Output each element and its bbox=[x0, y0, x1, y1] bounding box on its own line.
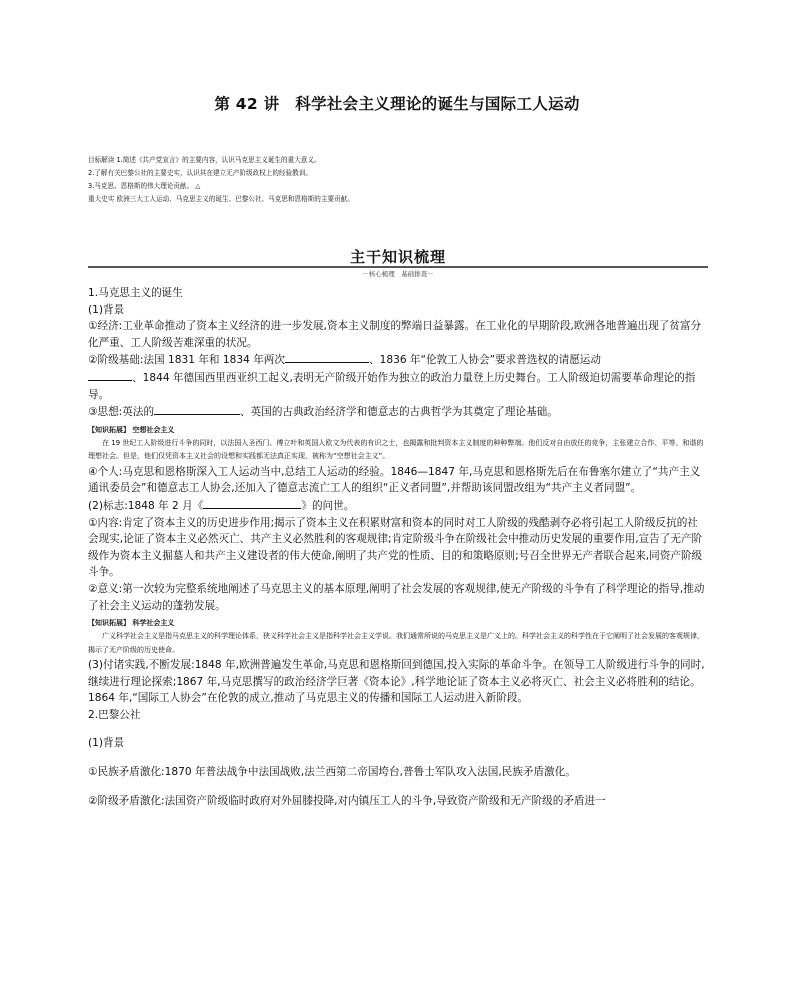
lesson-title: 第 42 讲 科学社会主义理论的诞生与国际工人运动 bbox=[214, 95, 580, 113]
knowledge-note-heading: 【知识拓展】 科学社会主义 bbox=[88, 619, 175, 628]
objective-line: 3.马克思、恩格斯的伟大理论贡献。 △ bbox=[88, 182, 201, 190]
objective-line: 2.了解有关巴黎公社的主要史实，认识其在建立无产阶级政权上的经验教训。 bbox=[88, 169, 312, 177]
paragraph-thought: ③思想:英法的 、英国的古典政治经济学和德意志的古典哲学为其奠定了理论基础。 bbox=[88, 403, 708, 421]
fill-blank[interactable] bbox=[285, 351, 369, 363]
main-content bbox=[88, 283, 708, 809]
learning-objectives bbox=[88, 154, 708, 206]
banner-title: 主干知识梳理 bbox=[349, 248, 446, 266]
section-banner bbox=[88, 246, 708, 284]
fill-blank[interactable] bbox=[203, 497, 301, 509]
section-heading: 2.巴黎公社 bbox=[88, 708, 141, 721]
paragraph-nation: ①民族矛盾激化:1870 年普法战争中法国战败,法兰西第二帝国垮台,普鲁士军队攻入法国,民族矛盾激化。 bbox=[88, 766, 576, 779]
knowledge-note-body: 在 19 世纪工人阶级进行斗争的同时，以法国人圣西门、傅立叶和英国人欧文为代表的有识之士，也揭露和批判资本主义制度的种种弊端。他们反对自由放任的竞争，主张建立合作、平等、和谐的理想社会。但是，他们仅凭资本主义社会的设想和实践都无法真正实现，被称为“空想社会主义”。 bbox=[88, 438, 704, 461]
paragraph-person: ④个人:马克思和恩格斯深入工人运动当中,总结工人运动的经验。1846—1847 年,马克思和恩格斯先后在布鲁塞尔建立了“共产主义通讯委员会”和德意志工人协会,还加入了德意志流亡工人的组织“正义者同盟”,并帮助该同盟改组为“共产主义者同盟”。 bbox=[88, 465, 701, 495]
banner-divider bbox=[88, 266, 708, 268]
subheading: (1)背景 bbox=[88, 303, 125, 316]
knowledge-note-body: 广义科学社会主义是指马克思主义的科学理论体系，狭义科学社会主义是指科学社会主义学说。我们通常所说的马克思主义是广义上的。科学社会主义的科学性在于它阐明了社会发展的客观规律，揭示了无产阶级的历史使命。 bbox=[88, 632, 704, 654]
paragraph-class-basis: ②阶级基础:法国 1831 年和 1834 年两次 、1836 年“伦敦工人协会”要求普选权的请愿运动 、1844 年德国西里西亚织工起义,表明无产阶级开始作为独立的政治力量登上历史舞台。工人阶级迫切需要革命理论的指导。 bbox=[88, 351, 708, 403]
subheading: (1)背景 bbox=[88, 737, 125, 750]
objective-line: 重大史实 欧洲三大工人运动、马克思主义的诞生、巴黎公社、马克思和恩格斯的主要贡献。 bbox=[88, 195, 354, 203]
fill-blank[interactable] bbox=[88, 369, 132, 381]
section-heading: 1.马克思主义的诞生 bbox=[88, 287, 183, 299]
fill-blank[interactable] bbox=[154, 403, 240, 415]
objective-line: 目标解读 1.简述《共产党宣言》的主要内容，认识马克思主义诞生的重大意义。 bbox=[88, 156, 321, 164]
knowledge-note-heading: 【知识拓展】 空想社会主义 bbox=[88, 425, 175, 434]
paragraph-content: ①内容:肯定了资本主义的历史进步作用;揭示了资本主义在积累财富和资本的同时对工人阶级的残酷剥夺必将引起工人阶级反抗的社会现实,论证了资本主义必然灭亡、共产主义必然胜利的客观规律;肯定阶级斗争在阶级社会中推动历史发展的重要作用,宣告了无产阶级作为资本主义掘墓人和共产主义建设者的伟大使命,阐明了共产党的性质、目的和策略原则;号召全世界无产者联合起来,同资产阶级斗争。 bbox=[88, 516, 703, 579]
paragraph-practice: (3)付诸实践,不断发展:1848 年,欧洲普遍发生革命,马克思和恩格斯回到德国,投入实际的革命斗争。在领导工人阶级进行斗争的同时,继续进行理论探索;1867 年,马克思撰写的政治经济学巨著《资本论》,科学地论证了资本主义必将灭亡、社会主义必将胜利的结论。1864 年,“国际工人协会”在伦敦的成立,推动了马克思主义的传播和国际工人运动进入新阶段。 bbox=[88, 659, 705, 705]
paragraph-class-conflict: ②阶级矛盾激化:法国资产阶级临时政府对外屈膝投降,对内镇压工人的斗争,导致资产阶级和无产阶级的矛盾进一 bbox=[88, 794, 606, 807]
paragraph-economy: ①经济:工业革命推动了资本主义经济的进一步发展,资本主义制度的弊端日益暴露。在工业化的早期阶段,欧洲各地普遍出现了贫富分化严重、工人阶级苦难深重的状况。 bbox=[88, 320, 702, 349]
paragraph-mark: (2)标志:1848 年 2 月《 》的问世。 bbox=[88, 497, 708, 515]
paragraph-meaning: ②意义:第一次较为完整系统地阐述了马克思主义的基本原理,阐明了社会发展的客观规律,使无产阶级的斗争有了科学理论的指导,推动了社会主义运动的蓬勃发展。 bbox=[88, 582, 705, 612]
banner-subtitle: －核心梳理 基础排查－ bbox=[362, 270, 434, 278]
